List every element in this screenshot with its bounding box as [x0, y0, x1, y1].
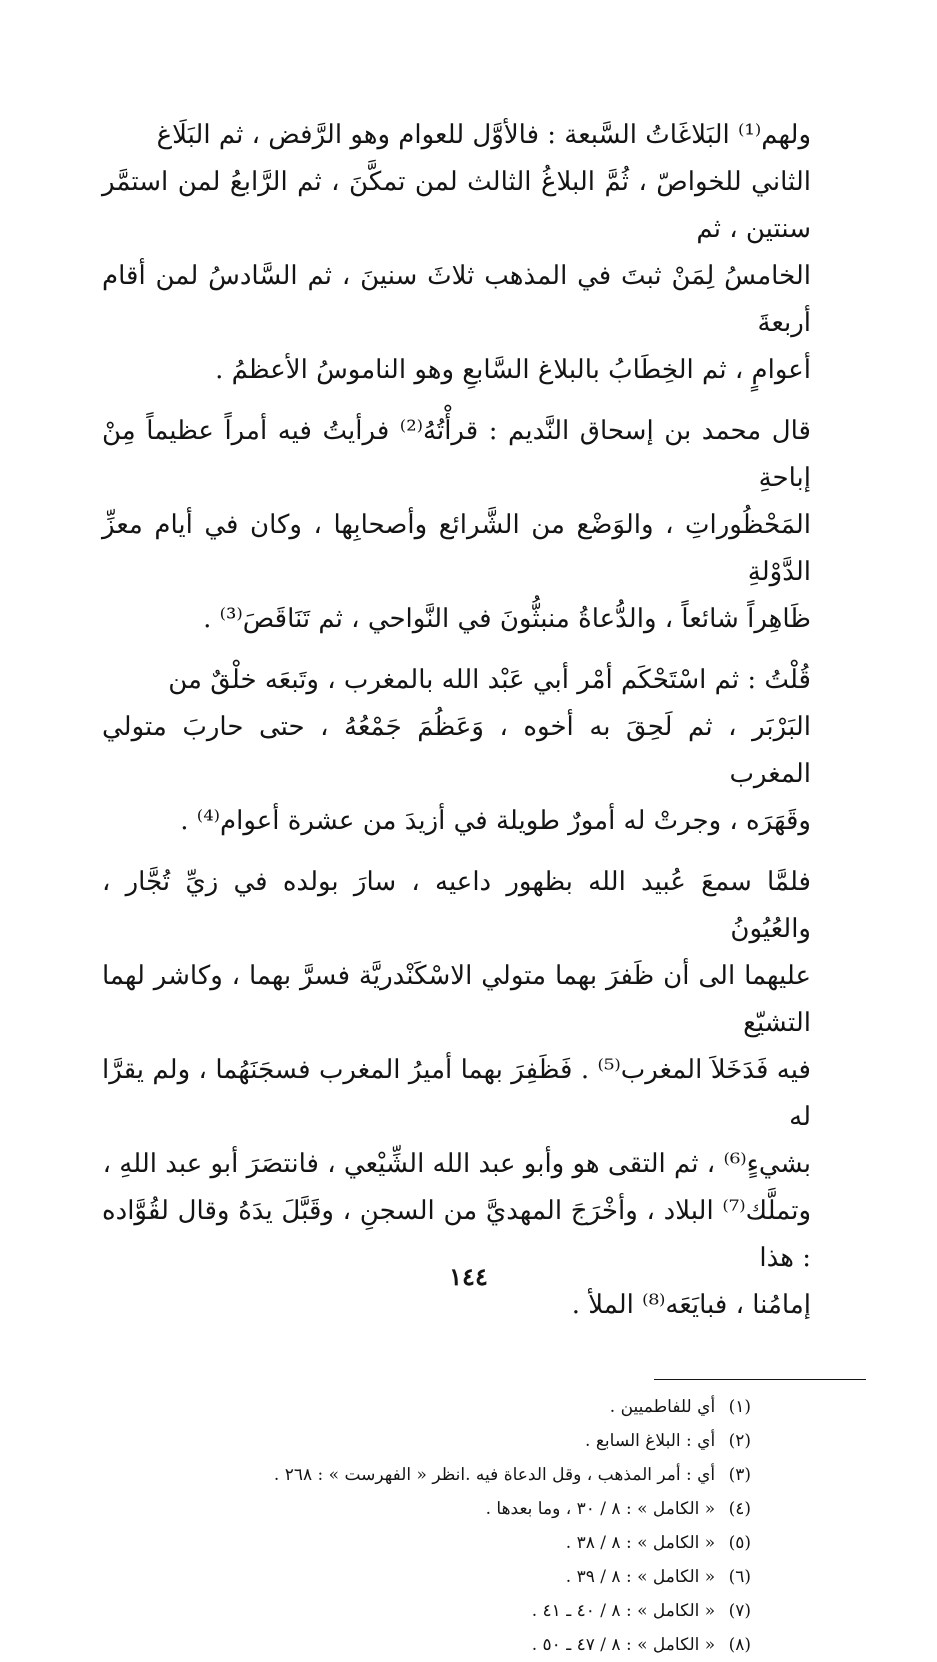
page-number: ١٤٤ — [449, 1262, 488, 1291]
footnote-item — [102, 1594, 751, 1628]
paragraph-2 — [102, 408, 811, 643]
footnote-item — [102, 1560, 751, 1594]
paragraph-4 — [102, 859, 811, 1329]
footnote-item — [102, 1628, 751, 1662]
footnote-number: (٨) — [728, 1635, 751, 1655]
text-line: قال محمد بن إسحاق النَّديم : قرأْتُهُ⁽²⁾ فرأيتُ فيه أمراً عظيماً مِنْ إباحةِ — [102, 416, 811, 493]
text-line: المَحْظُوراتِ ، والوَضْع من الشَّرائع وأصحابِها ، وكان في أيام معزِّ الدَّوْلةِ — [102, 510, 811, 587]
footnote-text: « الكامل » : ٨ / ٣٠ ، وما بعدها . — [485, 1499, 716, 1519]
footnote-text: « الكامل » : ٨ / ٣٩ . — [565, 1567, 716, 1587]
footnote-item — [102, 1458, 751, 1492]
text-line: وتملَّك⁽⁷⁾ البلاد ، وأخْرَجَ المهديَّ من السجنِ ، وقَبَّلَ يدَهُ وقال لقُوَّاده : هذا — [102, 1196, 811, 1273]
footnote-number: (٤) — [728, 1499, 751, 1519]
footnote-item — [102, 1390, 751, 1424]
footnote-separator — [654, 1379, 866, 1380]
footnote-text: أي : أمر المذهب ، وقل الدعاة فيه .انظر « الفهرست » : ٢٦٨ . — [273, 1465, 716, 1485]
text-line: وقَهَرَه ، وجرتْ له أمورٌ طويلة في أزيدَ من عشرة أعوام⁽⁴⁾ . — [180, 806, 811, 836]
footnote-number: (٧) — [728, 1601, 751, 1621]
footnote-number: (٢) — [728, 1431, 751, 1451]
text-line: ولهم⁽¹⁾ البَلاغَاتُ السَّبعة : فالأوَّل للعوام وهو الرَّفض ، ثم البَلَاغ — [156, 120, 811, 150]
footnote-text: « الكامل » : ٨ / ٤٧ ـ ٥٠ . — [531, 1635, 716, 1655]
text-line: بشيءٍ⁽⁶⁾ ، ثم التقى هو وأبو عبد الله الشِّيْعي ، فانتصَرَ أبو عبد اللهِ ، — [102, 1149, 811, 1179]
text-line: الثاني للخواصّ ، ثُمَّ البلاغُ الثالث لمن تمكَّنَ ، ثم الرَّابعُ لمن استمَّر سنتين ، ثم — [102, 167, 811, 244]
text-line: قُلْتُ : ثم اسْتَحْكَم أمْر أبي عَبْد الله بالمغرب ، وتَبعَه خلْقٌ من — [168, 665, 811, 695]
footnote-number: (١) — [728, 1397, 751, 1417]
text-line: أعوامٍ ، ثم الخِطَابُ بالبلاغ السَّابعِ وهو الناموسُ الأعظمُ . — [215, 355, 811, 385]
footnote-text: « الكامل » : ٨ / ٤٠ ـ ٤١ . — [531, 1601, 716, 1621]
footnote-number: (٦) — [728, 1567, 751, 1587]
paragraph-1 — [102, 112, 811, 394]
text-line: فلمَّا سمعَ عُبيد الله بظهور داعيه ، سارَ بولده في زيِّ تُجَّار ، والعُيُونُ — [102, 867, 811, 944]
paragraph-3 — [102, 657, 811, 845]
text-line: البَرْبَر ، ثم لَحِقَ به أخوه ، وَعَظُمَ جَمْعُهُ ، حتى حاربَ متولي المغرب — [102, 712, 811, 789]
footnote-text: أي للفاطميين . — [609, 1397, 716, 1417]
footnote-item — [102, 1526, 751, 1560]
footnote-number: (٥) — [728, 1533, 751, 1553]
text-line: عليهما الى أن ظَفرَ بهما متولي الاسْكَنْدريَّة فسرَّ بهما ، وكاشر لهما التشيّع — [102, 961, 811, 1038]
footnote-item — [102, 1424, 751, 1458]
footnote-separator-wrap — [102, 1379, 811, 1380]
footnote-item — [102, 1492, 751, 1526]
footnote-text: أي : البلاغ السابع . — [585, 1431, 716, 1451]
footnotes — [102, 1390, 811, 1662]
text-line: ظَاهِراً شائعاً ، والدُّعاةُ منبثُّونَ في النَّواحي ، ثم تَنَاقَصَ⁽³⁾ . — [203, 604, 811, 634]
footnote-text: « الكامل » : ٨ / ٣٨ . — [565, 1533, 716, 1553]
footnote-number: (٣) — [728, 1465, 751, 1485]
text-line: الخامسُ لِمَنْ ثبتَ في المذهب ثلاثَ سنينَ ، ثم السَّادسُ لمن أقام أربعةَ — [102, 261, 811, 338]
text-line: فيه فَدَخَلاَ المغرب⁽⁵⁾ . فَظَفِرَ بهما أميرُ المغرب فسجَنَهُما ، ولم يقرَّا له — [102, 1055, 811, 1132]
text-line: إمامُنا ، فبايَعَه⁽⁸⁾ الملأ . — [571, 1290, 811, 1320]
